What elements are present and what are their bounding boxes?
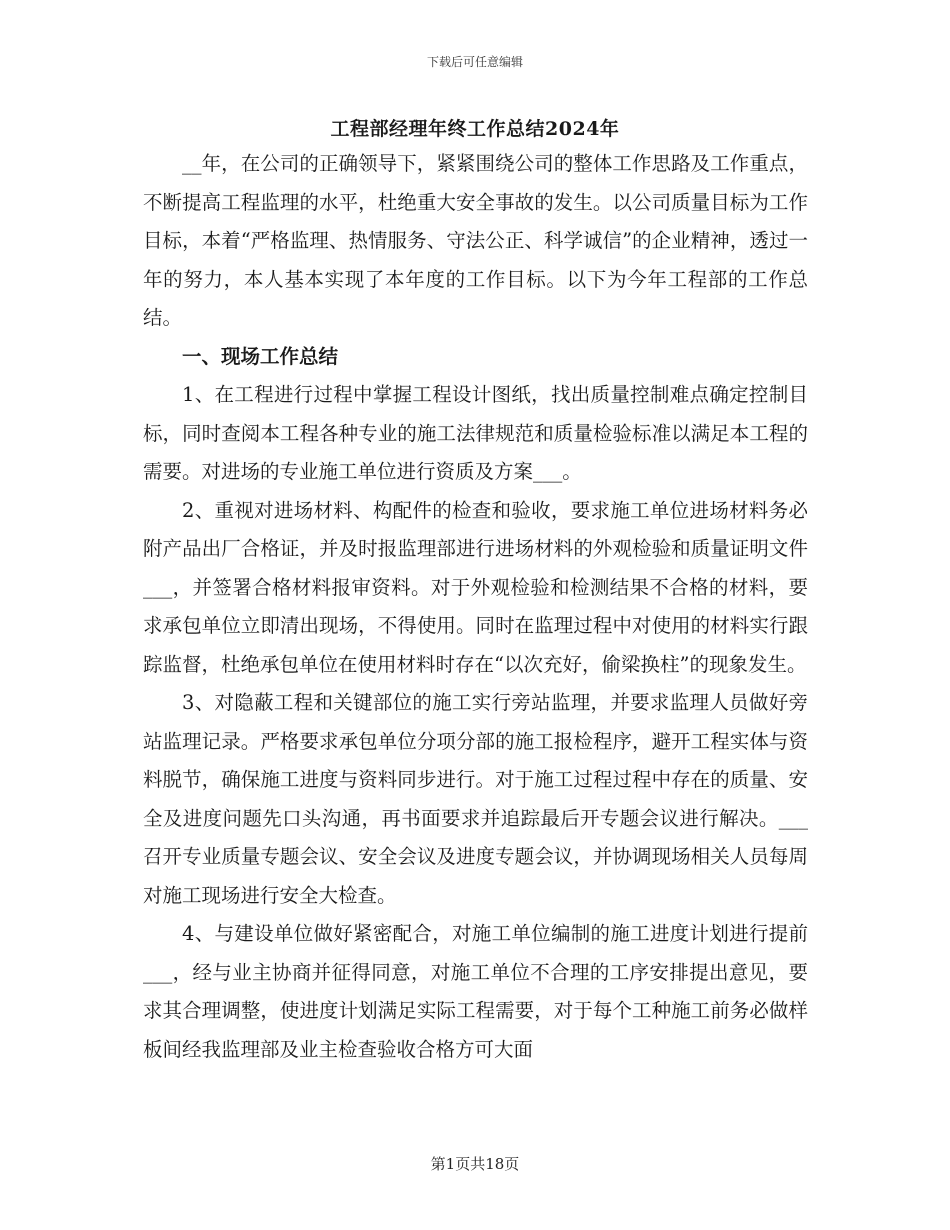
document-body [143, 145, 808, 1069]
page-number-footer: 第1页共18页 [430, 1155, 520, 1173]
body-paragraph: 3、对隐蔽工程和关键部位的施工实行旁站监理，并要求监理人员做好旁站监理记录。严格要求承包单位分项分部的施工报检程序，避开工程实体与资料脱节，确保施工进度与资料同步进行。对于施工过程过程中存在的质量、安全及进度问题先口头沟通，再书面要求并追踪最后开专题会议进行解决。___召开专业质量专题会议、安全会议及进度专题会议，并协调现场相关人员每周对施工现场进行安全大检查。 [143, 691, 808, 907]
intro-paragraph: __年，在公司的正确领导下，紧紧围绕公司的整体工作思路及工作重点，不断提高工程监理的水平，杜绝重大安全事故的发生。以公司质量目标为工作目标，本着“严格监理、热情服务、守法公正、科学诚信”的企业精神，透过一年的努力，本人基本实现了本年度的工作目标。以下为今年工程部的工作总结。 [143, 152, 808, 329]
document-title: 工程部经理年终工作总结2024年 [330, 118, 620, 140]
page-header-note: 下载后可任意编辑 [426, 55, 523, 69]
body-paragraph: 4、与建设单位做好紧密配合，对施工单位编制的施工进度计划进行提前___，经与业主协商并征得同意，对施工单位不合理的工序安排提出意见，要求其合理调整，使进度计划满足实际工程需要，对于每个工种施工前务必做样板间经我监理部及业主检查验收合格方可大面 [143, 922, 808, 1061]
body-paragraph: 2、重视对进场材料、构配件的检查和验收，要求施工单位进场材料务必附产品出厂合格证，并及时报监理部进行进场材料的外观检验和质量证明文件___，并签署合格材料报审资料。对于外观检验和检测结果不合格的材料，要求承包单位立即清出现场，不得使用。同时在监理过程中对使用的材料实行跟踪监督，杜绝承包单位在使用材料时存在“以次充好，偷梁换柱”的现象发生。 [143, 498, 808, 676]
section-heading: 一、现场工作总结 [182, 344, 339, 368]
body-paragraph: 1、在工程进行过程中掌握工程设计图纸，找出质量控制难点确定控制目标，同时查阅本工程各种专业的施工法律规范和质量检验标准以满足本工程的需要。对进场的专业施工单位进行资质及方案___。 [143, 383, 808, 483]
